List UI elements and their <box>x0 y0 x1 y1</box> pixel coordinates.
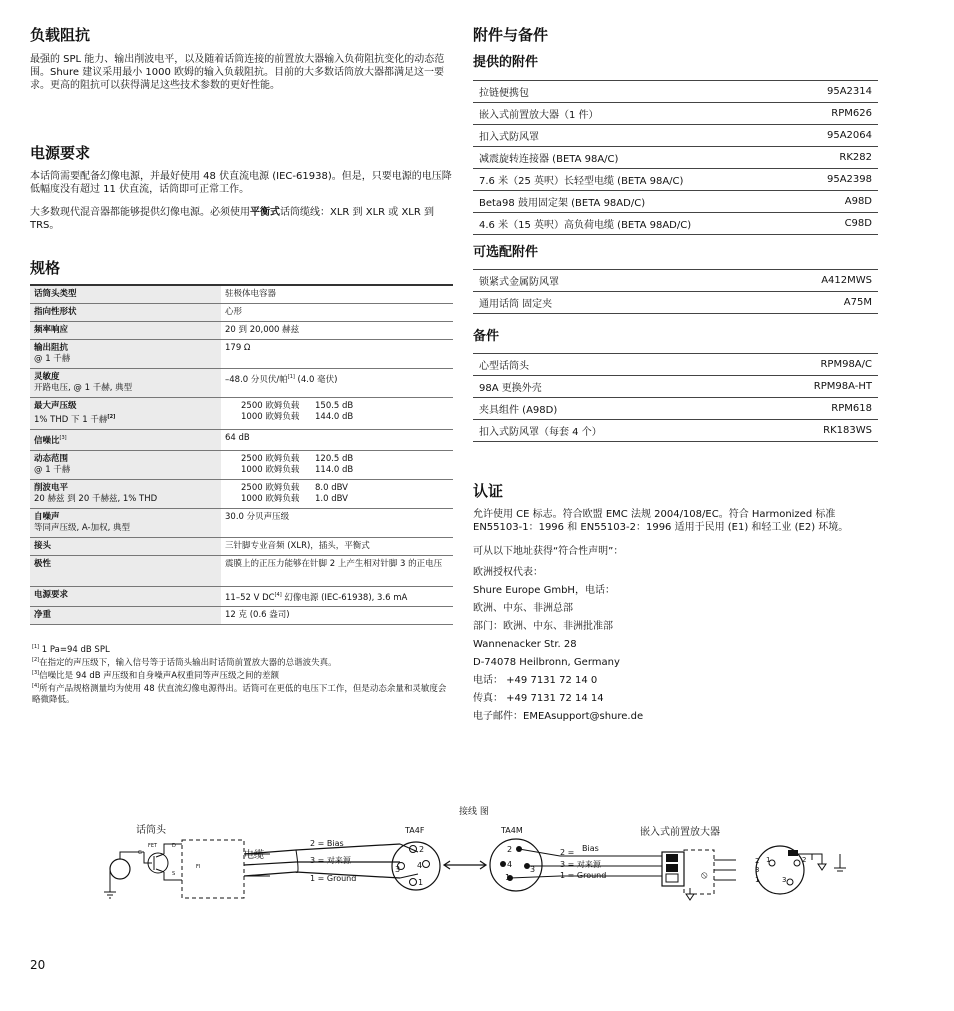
svg-text:FI: FI <box>196 864 201 870</box>
address-line: Wannenacker Str. 28 <box>473 639 577 650</box>
svg-text:2: 2 <box>507 845 513 854</box>
load-impedance-title: 负载阻抗 <box>30 26 91 44</box>
preamp-label: 嵌入式前置放大器 <box>640 827 720 838</box>
table-row: 扣入式防风罩（每套 4 个） RK183WS <box>473 420 878 442</box>
specs-title: 规格 <box>30 259 61 277</box>
ta4m-label: TA4M <box>501 826 523 835</box>
phone-line: 电话： +49 7131 72 14 0 <box>473 675 598 686</box>
ta4f-label: TA4F <box>405 826 425 835</box>
table-row: 动态范围 @ 1 千赫 2500 欧姆负载 120.5 dB 1000 欧姆负载 114.0 dB <box>30 450 453 479</box>
table-row: 锁紧式金属防风罩 A412MWS <box>473 270 878 292</box>
power-paragraph-1: 本话筒需要配备幻像电源，并最好使用 48 伏直流电源 (IEC-61938)。但是，只要电源的电压降低幅度没有超过 11 伏直流，话筒即可正常工作。 <box>30 171 452 195</box>
certification-title: 认证 <box>473 482 504 500</box>
svg-text:4: 4 <box>417 861 423 870</box>
table-row: 话筒头类型 驻极体电容器 <box>30 285 453 304</box>
optional-title: 可选配附件 <box>473 245 539 260</box>
email-line: 电子邮件：EMEAsupport@shure.de <box>473 711 644 722</box>
table-row: 嵌入式前置放大器（1 件） RPM626 <box>473 103 878 125</box>
table-row: 极性 震膜上的正压力能够在针脚 2 上产生相对针脚 3 的正电压 <box>30 555 453 586</box>
footnote-1: [1] 1 Pa=94 dB SPL <box>32 644 110 655</box>
svg-text:D: D <box>172 843 176 849</box>
svg-text:2: 2 <box>802 856 807 864</box>
address-line: D-74078 Heilbronn, Germany <box>473 657 620 668</box>
table-row: 频率响应 20 到 20,000 赫兹 <box>30 322 453 340</box>
table-row: 减震旋转连接器 (BETA 98A/C) RK282 <box>473 147 878 169</box>
svg-text:3 = 对来源: 3 = 对来源 <box>310 856 351 865</box>
address-line: 欧洲、中东、非洲总部 <box>473 603 573 614</box>
table-row: 信噪比[3] 64 dB <box>30 429 453 450</box>
power-paragraph-2: 大多数现代混音器都能够提供幻像电源。必须使用平衡式话筒缆线：XLR 到 XLR 或 XLR 到 TRS。 <box>30 207 435 231</box>
table-row: 净重 12 克 (0.6 盎司) <box>30 607 453 625</box>
svg-text:2 = Bias: 2 = Bias <box>310 839 344 848</box>
table-row: 自噪声 等同声压级, A-加权, 典型 30.0 分贝声压级 <box>30 508 453 537</box>
specs-table <box>30 284 453 625</box>
page-number: 20 <box>30 958 46 972</box>
accessories-title: 附件与备件 <box>473 26 549 44</box>
capsule-icon <box>110 859 130 879</box>
svg-text:3 = 对来源: 3 = 对来源 <box>560 860 601 869</box>
load-impedance-body: 最强的 SPL 能力、输出削波电平，以及随着话筒连接的前置放大器输入负荷阻抗变化的动态范围。Shure 建议采用最小 1000 欧姆的输入负载阻抗。目前的大多数话筒放大器都满足这一要求。更高的阻抗可以获得满足这些技术参数的更好性能。 <box>30 54 445 91</box>
svg-text:2: 2 <box>755 857 760 865</box>
cartridge-label: 话筒头 <box>136 825 166 836</box>
svg-text:3: 3 <box>782 876 787 884</box>
svg-text:1: 1 <box>418 878 424 887</box>
cable-label: 电缆 <box>244 850 264 861</box>
svg-text:3: 3 <box>395 865 401 874</box>
optional-table <box>473 269 878 314</box>
svg-text:3: 3 <box>755 866 760 874</box>
table-row: 电源要求 11–52 V DC[4] 幻像电源 (IEC-61938), 3.6 mA <box>30 586 453 607</box>
footnote-3: [3]信噪比是 94 dB 声压级和自身噪声A权重同等声压级之间的差额 <box>32 670 280 681</box>
address-line: Shure Europe GmbH，电话： <box>473 585 615 596</box>
table-row: 输出阻抗 @ 1 千赫 179 Ω <box>30 340 453 369</box>
address-line: 欧洲授权代表： <box>473 567 543 578</box>
wiring-diagram-title: 接线 图 <box>459 807 489 817</box>
supplied-table <box>473 80 878 235</box>
svg-text:3: 3 <box>530 865 536 874</box>
svg-text:1: 1 <box>755 876 760 884</box>
svg-text:1 = Ground: 1 = Ground <box>560 871 607 880</box>
supplied-title: 提供的附件 <box>473 55 539 70</box>
table-row: 最大声压级 1% THD 下 1 千赫[2] 2500 欧姆负载 150.5 dB 1000 欧姆负载 144.0 dB <box>30 398 453 430</box>
spares-table <box>473 353 878 442</box>
declaration-note: 可从以下地址获得“符合性声明”： <box>473 546 624 557</box>
wiring-diagram <box>100 830 860 905</box>
svg-text:⦸: ⦸ <box>701 870 708 881</box>
power-title: 电源要求 <box>30 144 91 162</box>
svg-text:1 = Ground: 1 = Ground <box>310 874 357 883</box>
table-row: 拉链便携包 95A2314 <box>473 81 878 103</box>
address-line: 部门：欧洲、中东、非洲批准部 <box>473 621 613 632</box>
table-row: 指向性形状 心形 <box>30 304 453 322</box>
svg-text:1: 1 <box>505 873 511 882</box>
svg-text:4: 4 <box>507 860 513 869</box>
connect-arrow-icon <box>444 861 486 869</box>
table-row: 通用话筒 固定夹 A75M <box>473 292 878 314</box>
footnote-2: [2]在指定的声压级下，输入信号等于话筒头输出时话筒前置放大器的总谐波失真。 <box>32 657 337 668</box>
table-row: 接头 三针脚专业音频 (XLR)，插头，平衡式 <box>30 537 453 555</box>
spares-title: 备件 <box>473 329 500 344</box>
svg-text:G: G <box>138 850 142 856</box>
table-row: 灵敏度 开路电压, @ 1 千赫, 典型 –48.0 分贝伏/帕[1] (4.0 毫伏) <box>30 369 453 398</box>
table-row: 心型话筒头 RPM98A/C <box>473 354 878 376</box>
certification-paragraph: 允许使用 CE 标志。符合欧盟 EMC 法规 2004/108/EC。符合 Harmonized 标准 EN55103-1：1996 和 EN55103-2：1996 适用于民用 (E1) 和轻工业 (E2) 环境。 <box>473 509 849 533</box>
table-row: 夹具组件 (A98D) RPM618 <box>473 398 878 420</box>
fet-text: FET <box>148 843 158 849</box>
svg-text:Bias: Bias <box>582 844 599 853</box>
table-row: 98A 更换外壳 RPM98A-HT <box>473 376 878 398</box>
table-row: 削波电平 20 赫兹 到 20 千赫兹, 1% THD 2500 欧姆负载 8.0 dBV 1000 欧姆负载 1.0 dBV <box>30 479 453 508</box>
footnote-4: [4]所有产品规格测量均为使用 48 伏直流幻像电源得出。话筒可在更低的电压下工作，但是动态余量和灵敏度会略微降低。 <box>32 683 447 705</box>
svg-text:2 =: 2 = <box>560 848 575 857</box>
table-row: 7.6 米（25 英呎）长轻型电缆 (BETA 98A/C) 95A2398 <box>473 169 878 191</box>
svg-text:S: S <box>172 871 176 877</box>
fax-line: 传真： +49 7131 72 14 14 <box>473 693 604 704</box>
svg-text:1: 1 <box>766 856 771 864</box>
table-row: 扣入式防风罩 95A2064 <box>473 125 878 147</box>
svg-text:2: 2 <box>419 845 425 854</box>
table-row: 4.6 米（15 英呎）高负荷电缆 (BETA 98AD/C) C98D <box>473 213 878 235</box>
table-row: Beta98 鼓用固定架 (BETA 98AD/C) A98D <box>473 191 878 213</box>
